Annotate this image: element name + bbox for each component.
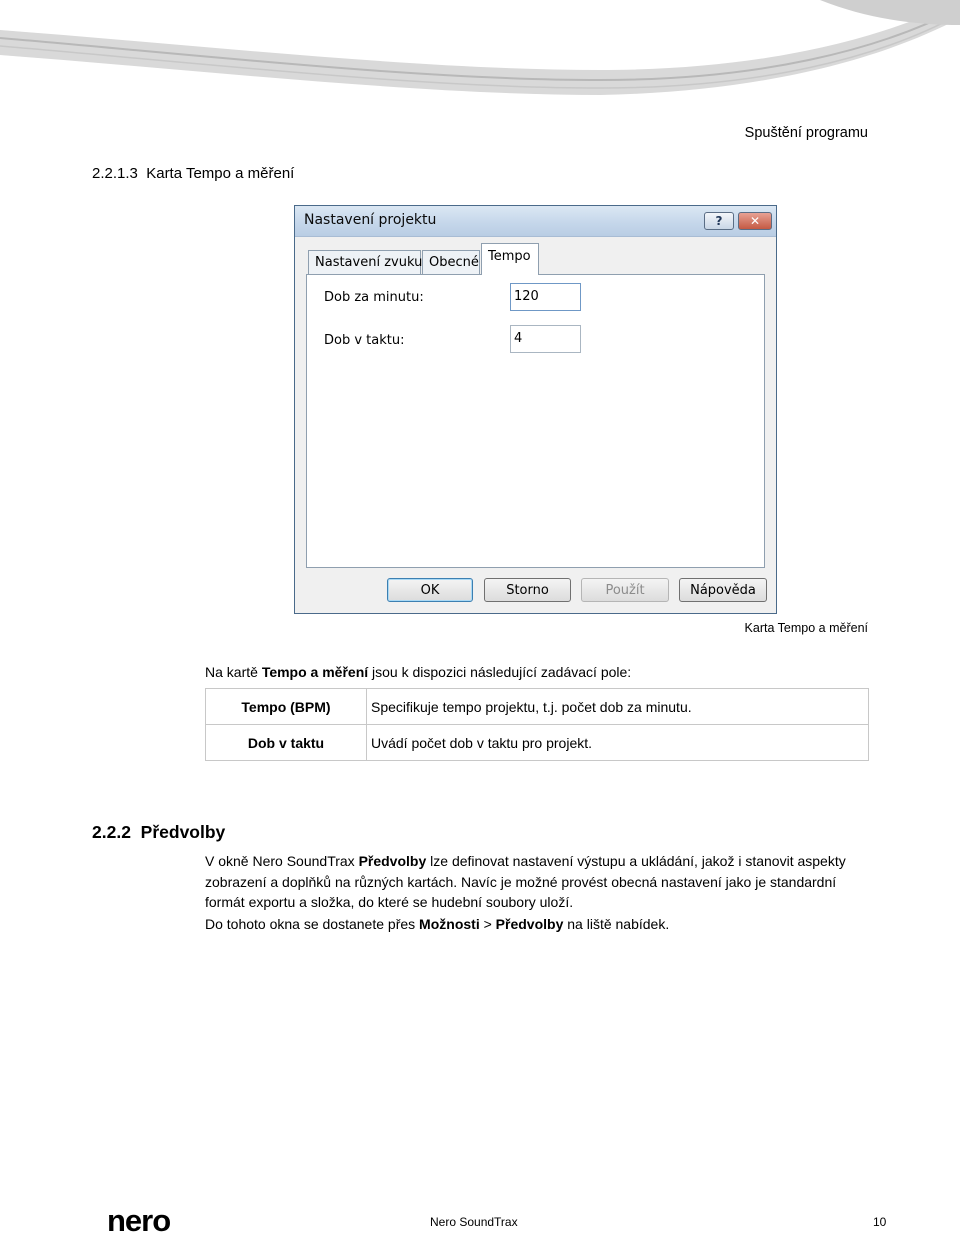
table-term: Tempo (BPM) (206, 689, 367, 725)
help-button[interactable]: Nápověda (679, 578, 767, 602)
paragraph-text: V okně Nero SoundTrax (205, 853, 359, 869)
footer-product-name: Nero SoundTrax (430, 1215, 518, 1229)
subsection-title: Karta Tempo a měření (146, 165, 295, 182)
table-description: Uvádí počet dob v taktu pro projekt. (367, 725, 869, 761)
tab-sound-settings[interactable]: Nastavení zvuku (308, 250, 421, 274)
section-title: Předvolby (140, 822, 226, 842)
paragraph-text: Do tohoto okna se dostanete přes (205, 916, 420, 932)
dialog-title: Nastavení projektu (304, 212, 437, 228)
table-row (206, 689, 869, 725)
apply-button[interactable]: Použít (581, 578, 669, 602)
paragraph-bold: Předvolby (495, 916, 564, 932)
body-paragraph-2 (205, 916, 875, 932)
paragraph-bold: Předvolby (358, 853, 427, 869)
intro-paragraph (205, 664, 631, 680)
cancel-button[interactable]: Storno (484, 578, 571, 602)
header-swoosh (0, 0, 960, 110)
close-icon[interactable]: ✕ (738, 212, 772, 230)
beats-per-bar-input[interactable]: 4 (510, 325, 581, 353)
paragraph-bold: Možnosti (419, 916, 480, 932)
intro-prefix: Na kartě (205, 664, 262, 680)
project-settings-dialog (294, 205, 777, 614)
table-row (206, 725, 869, 761)
ok-button[interactable]: OK (387, 578, 473, 602)
subsection-number: 2.2.1.3 (92, 165, 138, 182)
paragraph-text: lze definovat nastavení výstupu a ukládání, jakož i stanovit aspekty zobrazení a doplňků na různých kartách. Navíc je možné provést obecná nastavení jako je standardní formát exportu a složka, do které se hudební soubory uloží. (205, 853, 846, 910)
help-icon[interactable]: ? (704, 212, 734, 230)
beats-per-minute-input[interactable]: 120 (510, 283, 581, 311)
figure-caption: Karta Tempo a měření (744, 621, 868, 635)
tempo-tab-panel (306, 274, 765, 568)
subsection-heading (92, 165, 294, 182)
footer-page-number: 10 (873, 1215, 887, 1229)
field-description-table (205, 688, 869, 761)
paragraph-text: > (479, 916, 496, 932)
paragraph-text: na liště nabídek. (563, 916, 670, 932)
table-description: Specifikuje tempo projektu, t.j. počet dob za minutu. (367, 689, 869, 725)
tab-general[interactable]: Obecné (422, 250, 480, 274)
beats-per-minute-label: Dob za minutu: (324, 290, 424, 305)
section-heading (92, 822, 225, 843)
intro-suffix: jsou k dispozici následující zadávací pole: (368, 664, 632, 680)
table-term: Dob v taktu (206, 725, 367, 761)
beats-per-bar-label: Dob v taktu: (324, 333, 405, 348)
tab-tempo[interactable]: Tempo (481, 243, 539, 275)
header-section-title: Spuštění programu (744, 125, 868, 141)
body-paragraph (205, 851, 875, 913)
nero-logo: nero (107, 1203, 171, 1238)
section-number: 2.2.2 (92, 822, 131, 842)
dialog-titlebar (295, 206, 776, 237)
intro-bold: Tempo a měření (261, 664, 369, 680)
